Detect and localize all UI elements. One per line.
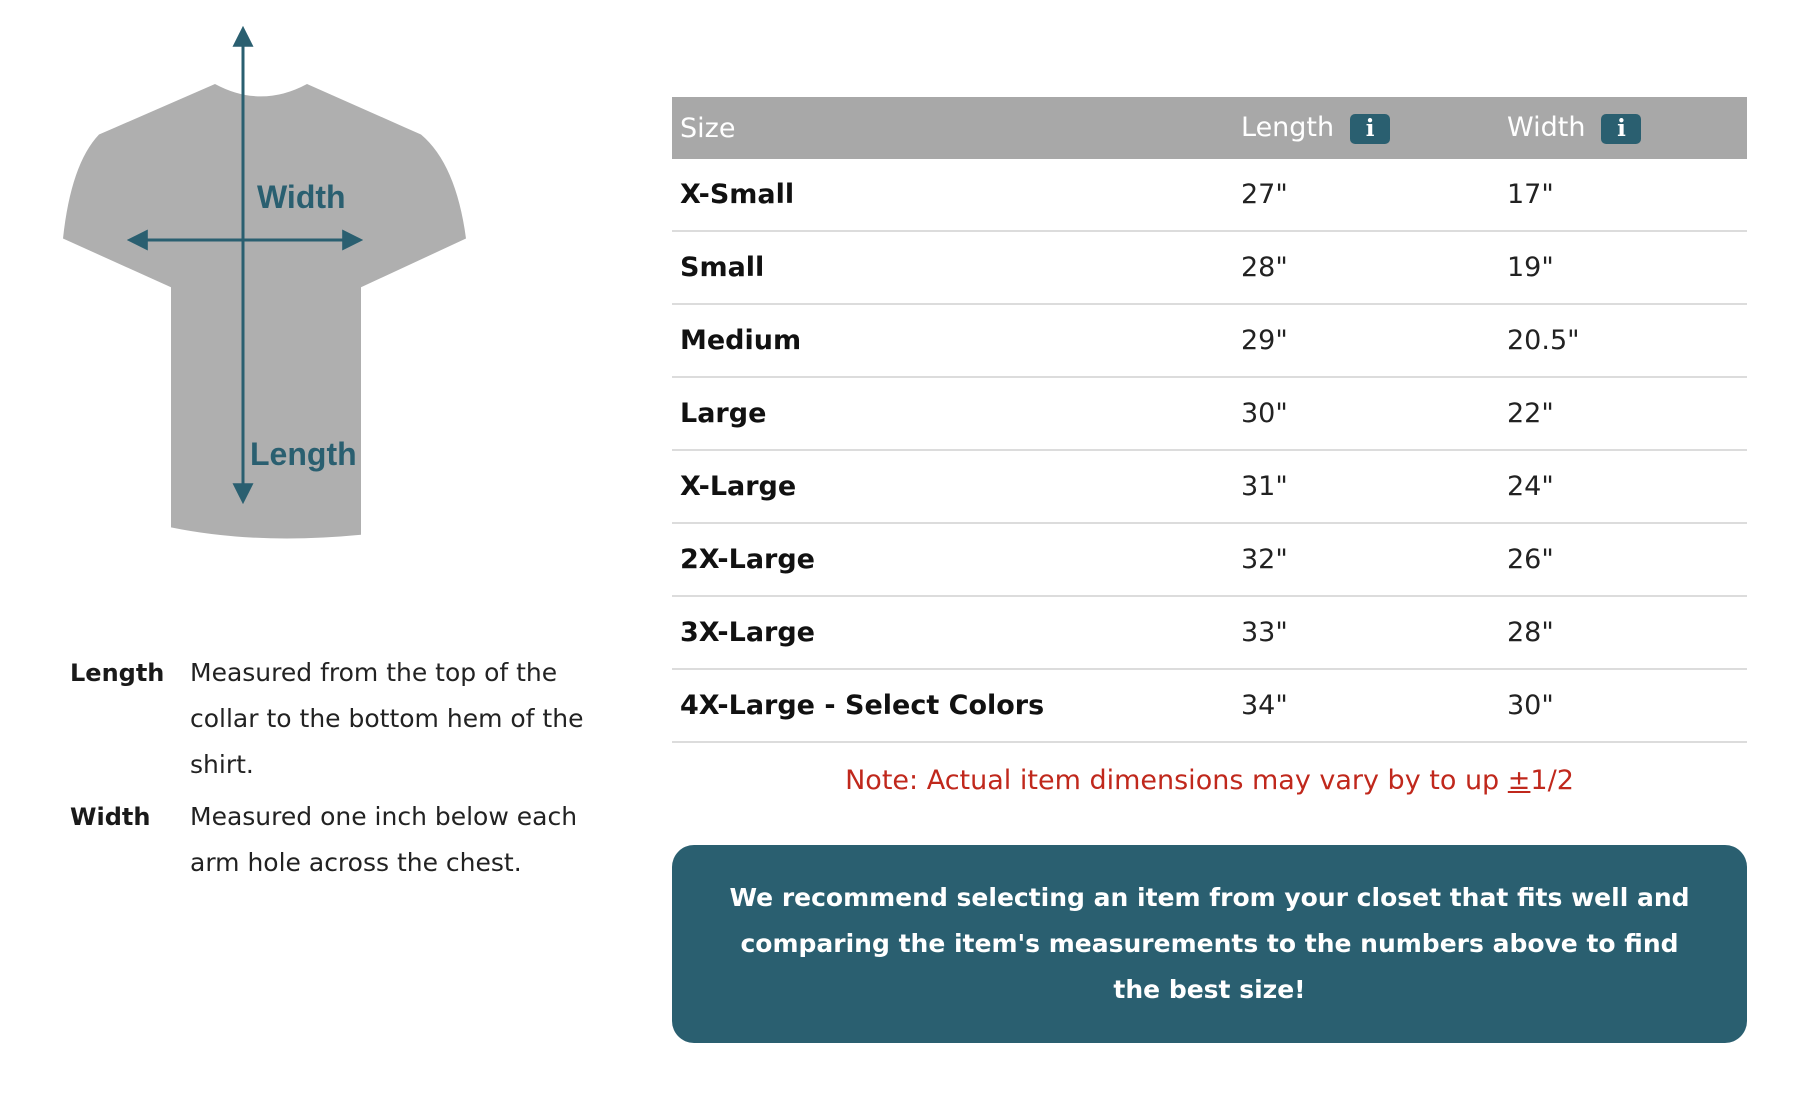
header-length — [1233, 97, 1499, 159]
length-info-icon[interactable]: i — [1350, 114, 1390, 144]
definition-term: Width — [70, 803, 151, 831]
header-width — [1499, 97, 1747, 159]
note-prefix: Note: Actual item dimensions may vary by to up — [845, 765, 1508, 796]
width-value: 30" — [1499, 669, 1747, 742]
size-name: Large — [672, 377, 1233, 450]
recommendation-banner — [672, 845, 1747, 1043]
definition-description: Measured one inch below each arm hole across the chest. — [190, 802, 578, 877]
table-header — [672, 97, 1747, 159]
size-name: X-Large — [672, 450, 1233, 523]
size-name: Small — [672, 231, 1233, 304]
table-row — [672, 596, 1747, 669]
length-value: 28" — [1233, 231, 1499, 304]
size-name: 4X-Large - Select Colors — [672, 669, 1233, 742]
measurement-definitions — [70, 650, 630, 892]
width-label: Width — [257, 179, 346, 215]
definition-width — [70, 794, 630, 886]
table-row — [672, 159, 1747, 231]
table-body — [672, 159, 1747, 742]
definition-description: Measured from the top of the collar to the bottom hem of the shirt. — [190, 658, 584, 779]
size-name: 3X-Large — [672, 596, 1233, 669]
width-info-icon[interactable]: i — [1601, 114, 1641, 144]
length-value: 30" — [1233, 377, 1499, 450]
table-row — [672, 523, 1747, 596]
length-value: 29" — [1233, 304, 1499, 377]
dimension-note — [672, 765, 1747, 796]
size-name: 2X-Large — [672, 523, 1233, 596]
width-value: 26" — [1499, 523, 1747, 596]
width-value: 19" — [1499, 231, 1747, 304]
width-value: 20.5" — [1499, 304, 1747, 377]
length-label: Length — [250, 436, 357, 472]
header-size-label: Size — [680, 112, 736, 144]
length-value: 31" — [1233, 450, 1499, 523]
length-value: 34" — [1233, 669, 1499, 742]
length-value: 33" — [1233, 596, 1499, 669]
width-value: 24" — [1499, 450, 1747, 523]
definition-length — [70, 650, 630, 788]
table-row — [672, 669, 1747, 742]
size-name: Medium — [672, 304, 1233, 377]
size-chart-table — [672, 97, 1747, 743]
table-row — [672, 377, 1747, 450]
tshirt-illustration — [35, 0, 595, 540]
tshirt-diagram — [35, 0, 595, 540]
size-name: X-Small — [672, 159, 1233, 231]
header-length-label: Length — [1241, 112, 1335, 144]
length-value: 27" — [1233, 159, 1499, 231]
header-row — [672, 97, 1747, 159]
table-row — [672, 304, 1747, 377]
note-suffix: 1/2 — [1530, 765, 1574, 796]
recommendation-text: We recommend selecting an item from your closet that fits well and comparing the item's measurements to the numbers above to find the best size! — [729, 883, 1690, 1004]
width-value: 22" — [1499, 377, 1747, 450]
definition-term: Length — [70, 659, 165, 687]
width-value: 17" — [1499, 159, 1747, 231]
table-row — [672, 450, 1747, 523]
width-value: 28" — [1499, 596, 1747, 669]
table-row — [672, 231, 1747, 304]
header-width-label: Width — [1507, 112, 1586, 144]
header-size — [672, 97, 1233, 159]
length-value: 32" — [1233, 523, 1499, 596]
note-plus-minus: ± — [1507, 765, 1531, 796]
